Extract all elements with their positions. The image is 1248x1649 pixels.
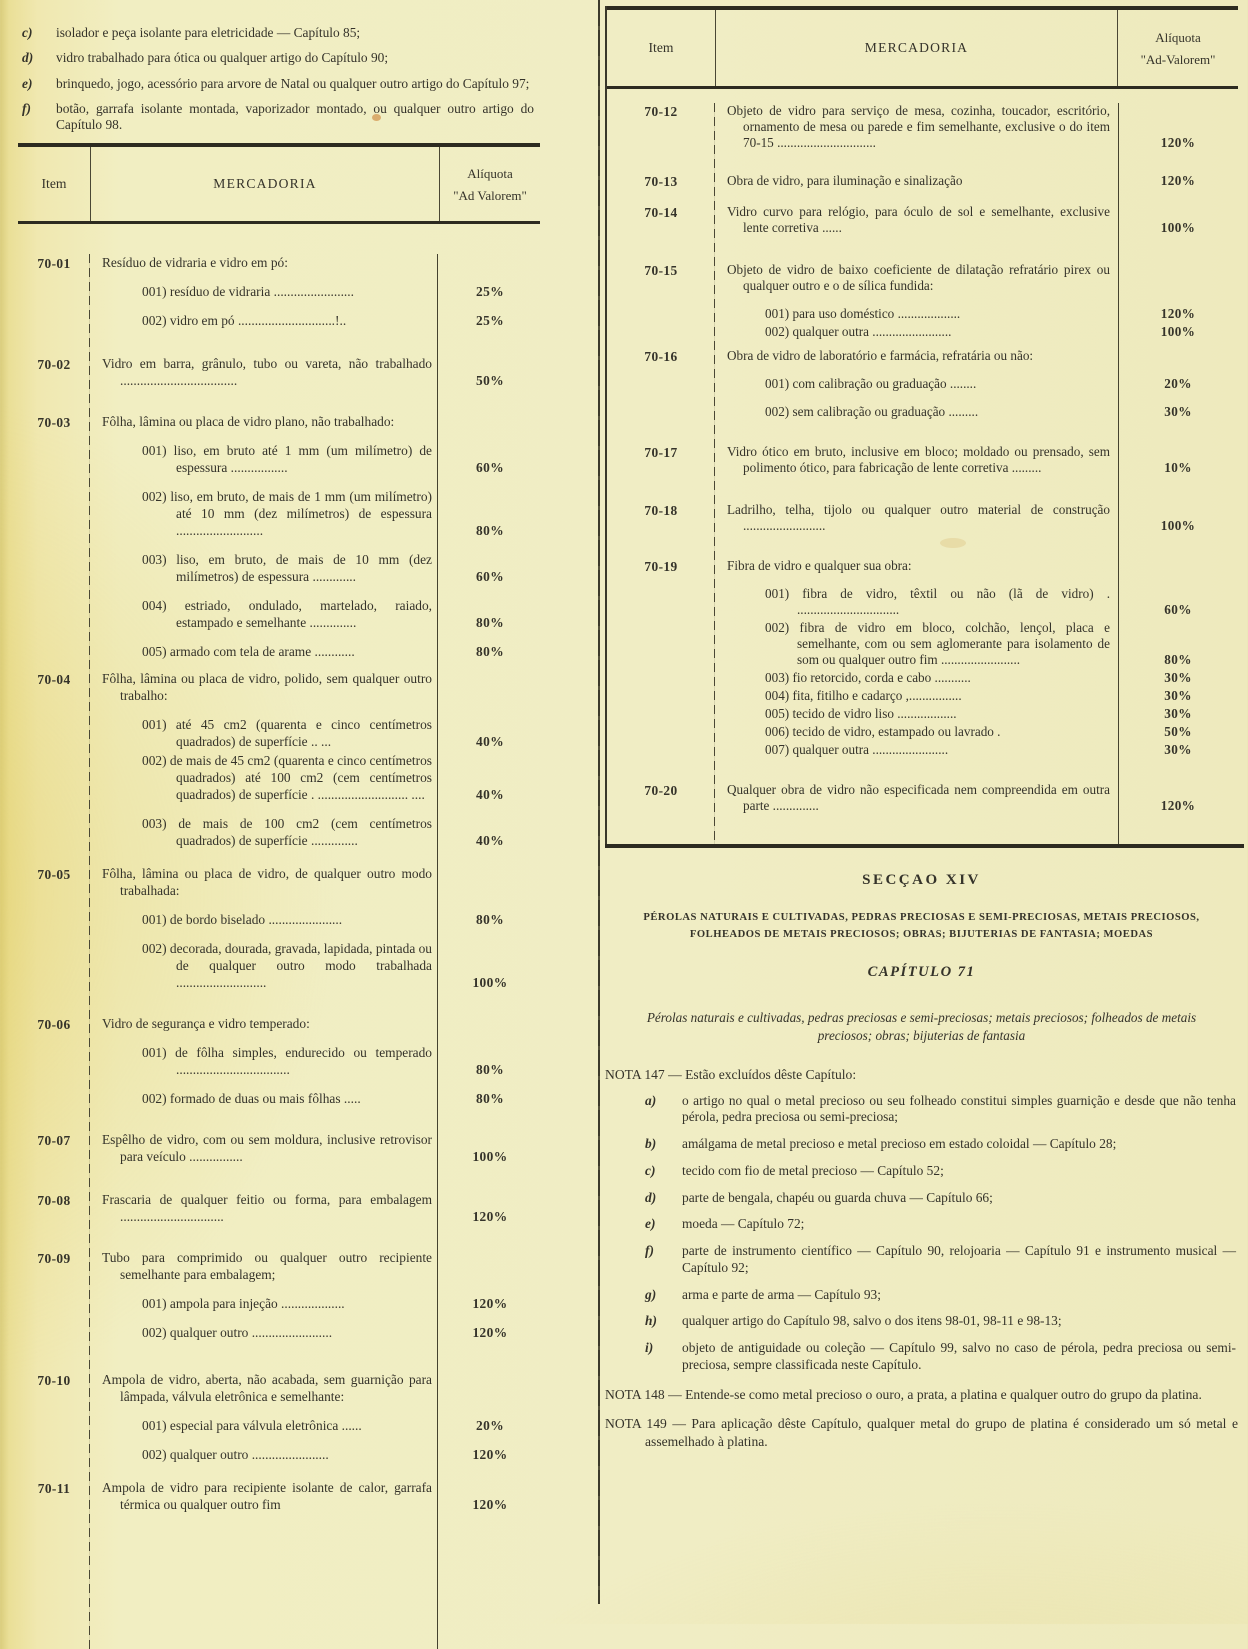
item-code: 70-15 — [644, 263, 678, 278]
header-aliquota-line2: "Ad Valorem" — [453, 187, 527, 203]
tariff-entry — [90, 1417, 540, 1434]
item-entries — [90, 1371, 540, 1463]
note-text: botão, garrafa isolante montada, vaporizador montado, ou qualquer outro artigo do Capítulo 98. — [56, 101, 534, 133]
tariff-entry — [715, 742, 1238, 758]
rate-value: 80% — [476, 1091, 504, 1106]
note-letter: e) — [22, 75, 33, 91]
exclusion-note — [18, 101, 540, 134]
rate-value: 30% — [1164, 688, 1192, 703]
entry-text: Ladrilho, telha, tijolo ou qualquer outro material de construção ......................... — [727, 502, 1110, 533]
entry-text: 004) estriado, ondulado, martelado, raiado, estampado e semelhante .............. — [142, 598, 432, 630]
table-row — [18, 1249, 540, 1341]
exclusion-note — [18, 50, 540, 66]
entry-text: 001) ampola para injeção ................... — [142, 1296, 345, 1311]
nota-147-item — [605, 1243, 1238, 1277]
nota-147-intro: NOTA 147 — Estão excluídos dêste Capítulo: — [605, 1066, 857, 1082]
header-aliquota-line2: "Ad-Valorem" — [1140, 51, 1216, 67]
rate-value: 40% — [476, 734, 504, 749]
item-entries — [715, 204, 1238, 236]
header-item: Item — [18, 147, 91, 221]
entry-text: 004) fita, fitilho e cadarço ,................ — [765, 688, 962, 703]
rate-value: 40% — [476, 833, 504, 848]
tariff-entry — [90, 1249, 540, 1283]
header-mercadoria: MERCADORIA — [716, 10, 1118, 86]
item-entries — [90, 1249, 540, 1341]
nota-149: NOTA 149 — Para aplicação dêste Capítulo, qualquer metal do grupo de platina é considerado um só metal e assemelhado à platina. — [605, 1416, 1238, 1449]
nota-147-item — [605, 1163, 1238, 1180]
entry-text: Vidro em barra, grânulo, tubo ou vareta, não trabalhado ................................... — [102, 356, 432, 388]
tariff-entry — [715, 558, 1238, 574]
right-table-body — [607, 103, 1238, 844]
tariff-entry — [90, 355, 540, 389]
exclusion-note — [18, 76, 540, 92]
item-code: 70-13 — [644, 174, 678, 189]
item-code: 70-18 — [644, 503, 678, 518]
note-letter: i) — [645, 1340, 654, 1356]
tariff-entry — [715, 724, 1238, 740]
section-title: SECÇAO XIV — [862, 872, 981, 888]
tariff-entry — [90, 1044, 540, 1078]
tariff-entry — [90, 312, 540, 329]
table-row — [607, 444, 1238, 476]
rate-value: 25% — [476, 284, 504, 299]
tariff-entry — [715, 306, 1238, 322]
note-letter: c) — [22, 25, 33, 40]
tariff-entry — [90, 1371, 540, 1405]
rate-value: 120% — [472, 1296, 508, 1311]
tariff-entry — [90, 670, 540, 704]
rate-value: 120% — [1160, 173, 1196, 188]
tariff-entry — [90, 1446, 540, 1463]
entry-text: Fibra de vidro e qualquer sua obra: — [727, 558, 912, 573]
chapter-heading: CAPÍTULO 71 — [867, 963, 976, 980]
entry-text: 002) vidro em pó .............................!.. — [142, 313, 347, 328]
item-entries — [715, 103, 1238, 151]
rate-value: 120% — [472, 1497, 508, 1512]
table-row — [18, 670, 540, 849]
entry-text: 005) armado com tela de arame ............ — [142, 644, 355, 659]
note-text: objeto de antiguidade ou coleção — Capítulo 99, salvo no caso de pérola, pedra preciosa ou semi-preciosa, sempre classificada neste Capítulo. — [682, 1340, 1236, 1372]
item-code: 70-02 — [37, 357, 71, 372]
chapter-exclusion-notes — [18, 25, 540, 143]
table-row — [18, 413, 540, 660]
tariff-entry — [90, 643, 540, 660]
table-row — [607, 262, 1238, 340]
item-entries — [715, 558, 1238, 758]
right-table — [605, 6, 1238, 848]
entry-text: 003) liso, em bruto, de mais de 10 mm (dez milímetros) de espessura ............. — [142, 552, 432, 584]
entry-text: Tubo para comprimido ou qualquer outro recipiente semelhante para embalagem; — [102, 1250, 432, 1282]
tariff-entry — [715, 706, 1238, 722]
tariff-entry — [715, 103, 1238, 151]
tariff-entry — [90, 1324, 540, 1341]
entry-text: 001) fibra de vidro, têxtil ou não (lã de vidro) . ............................... — [765, 586, 1110, 617]
entry-text: Obra de vidro de laboratório e farmácia, refratária ou não: — [727, 348, 1034, 363]
tariff-entry — [715, 620, 1238, 668]
tariff-entry — [715, 502, 1238, 534]
tariff-entry — [90, 911, 540, 928]
header-aliquota — [1118, 10, 1238, 86]
right-table-header — [607, 6, 1238, 89]
table-row — [607, 502, 1238, 534]
item-entries — [90, 1479, 540, 1513]
item-entries — [90, 413, 540, 660]
tariff-entry — [90, 597, 540, 631]
rate-value: 120% — [1160, 798, 1196, 813]
tariff-entry — [715, 688, 1238, 704]
header-aliquota — [440, 147, 540, 221]
tariff-entry — [90, 1090, 540, 1107]
entry-text: 001) com calibração ou graduação ........ — [765, 376, 977, 391]
tariff-entry — [90, 1295, 540, 1312]
table-row — [18, 1191, 540, 1225]
item-code: 70-20 — [644, 783, 678, 798]
nota-147-items — [605, 1093, 1238, 1374]
entry-text: 002) qualquer outro ....................... — [142, 1447, 329, 1462]
chapter-description: Pérolas naturais e cultivadas, pedras preciosas e semi-preciosas; metais preciosos; folheados de metais preciosos; obras; bijuterias de fantasia — [646, 1009, 1197, 1043]
rate-value: 20% — [476, 1418, 504, 1433]
item-entries — [90, 1015, 540, 1107]
rate-value: 60% — [1164, 602, 1192, 617]
tariff-entry — [90, 940, 540, 991]
tariff-entry — [90, 815, 540, 849]
entry-text: 002) qualquer outro ........................ — [142, 1325, 333, 1340]
rate-value: 120% — [1160, 135, 1196, 150]
tariff-entry — [90, 1479, 540, 1513]
entry-text: Objeto de vidro de baixo coeficiente de dilatação refratário pirex ou qualquer outro e o de sílica fundida: — [727, 262, 1110, 293]
table-row — [607, 103, 1238, 151]
note-letter: a) — [645, 1092, 657, 1108]
rate-value: 60% — [476, 569, 504, 584]
note-text: isolador e peça isolante para eletricidade — Capítulo 85; — [56, 25, 361, 40]
entry-text: Frascaria de qualquer feitio ou forma, para embalagem ............................... — [102, 1192, 432, 1224]
entry-text: Vidro ótico em bruto, inclusive em bloco; moldado ou prensado, sem polimento ótico, para fabricação de lente corretiva ......... — [727, 444, 1110, 475]
rate-value: 20% — [1164, 376, 1192, 391]
left-column — [18, 16, 540, 1649]
column-divider-rule — [598, 0, 600, 1604]
note-letter: g) — [645, 1286, 657, 1302]
exclusion-note — [18, 25, 540, 41]
item-code: 70-05 — [37, 867, 71, 882]
nota-147-item — [605, 1287, 1238, 1304]
entry-text: 001) especial para válvula eletrônica ...... — [142, 1418, 362, 1433]
entry-text: 001) de fôlha simples, endurecido ou temperado .................................. — [142, 1045, 432, 1077]
tariff-entry — [90, 716, 540, 750]
header-mercadoria: MERCADORIA — [91, 147, 440, 221]
rate-value: 60% — [476, 460, 504, 475]
note-letter: f) — [22, 101, 31, 117]
table-row — [607, 204, 1238, 236]
entry-text: 002) decorada, dourada, gravada, lapidada, pintada ou de qualquer outro modo trabalhada ........................... — [142, 941, 433, 990]
item-code: 70-14 — [644, 205, 678, 220]
rate-value: 120% — [472, 1209, 508, 1224]
rate-value: 30% — [1164, 706, 1192, 721]
nota-147-item — [605, 1136, 1238, 1153]
item-code: 70-16 — [644, 349, 678, 364]
item-entries — [90, 254, 540, 329]
tariff-entry — [715, 376, 1238, 392]
note-letter: h) — [645, 1313, 657, 1329]
item-code: 70-08 — [37, 1193, 71, 1208]
entry-text: 001) de bordo biselado ...................... — [142, 912, 343, 927]
tariff-entry — [90, 865, 540, 899]
note-text: arma e parte de arma — Capítulo 93; — [682, 1286, 881, 1302]
entry-text: 002) liso, em bruto, de mais de 1 mm (um milímetro) até 10 mm (dez milímetros) de espessura .......................... — [142, 489, 432, 538]
left-table-header — [18, 143, 540, 224]
rate-value: 80% — [476, 1062, 504, 1077]
entry-text: 002) de mais de 45 cm2 (quarenta e cinco centímetros quadrados) até 100 cm2 (cem centímetros quadrados) de superfície . ........................... .... — [142, 753, 432, 802]
entry-text: 001) resíduo de vidraria ........................ — [142, 284, 354, 299]
entry-text: 003) fio retorcido, corda e cabo ........... — [765, 670, 971, 685]
item-code: 70-03 — [37, 415, 71, 430]
item-code: 70-17 — [644, 445, 678, 460]
item-entries — [715, 262, 1238, 340]
entry-text: Obra de vidro, para iluminação e sinalização — [727, 173, 963, 188]
rate-value: 80% — [476, 523, 504, 538]
entry-text: Ampola de vidro para recipiente isolante de calor, garrafa térmica ou qualquer outro fim — [102, 1480, 432, 1512]
rate-value: 120% — [1160, 306, 1196, 321]
tariff-entry — [715, 404, 1238, 420]
entry-text: Fôlha, lâmina ou placa de vidro, polido, sem qualquer outro trabalho: — [102, 671, 432, 703]
table-row — [18, 355, 540, 389]
note-letter: d) — [645, 1189, 657, 1205]
rate-value: 100% — [1160, 518, 1196, 533]
table-row — [607, 348, 1238, 420]
table-row — [607, 558, 1238, 758]
nota-147-item — [605, 1313, 1238, 1330]
left-table-body — [18, 254, 540, 1649]
note-text: brinquedo, jogo, acessório para arvore de Natal ou qualquer outro artigo do Capítulo 97; — [56, 75, 530, 91]
note-text: parte de bengala, chapéu ou guarda chuva — Capítulo 66; — [682, 1189, 993, 1205]
header-item: Item — [607, 10, 716, 86]
tariff-entry — [715, 348, 1238, 364]
item-code: 70-12 — [644, 104, 678, 119]
rate-value: 80% — [476, 615, 504, 630]
entry-text: 002) sem calibração ou graduação ......... — [765, 404, 979, 419]
note-letter: d) — [22, 50, 34, 66]
rate-value: 25% — [476, 313, 504, 328]
rate-value: 30% — [1164, 404, 1192, 419]
item-entries — [715, 502, 1238, 534]
tariff-entry — [90, 1191, 540, 1225]
rate-value: 80% — [476, 644, 504, 659]
tariff-entry — [90, 283, 540, 300]
header-aliquota-line1: Alíquota — [1155, 29, 1201, 45]
entry-text: Fôlha, lâmina ou placa de vidro, de qualquer outro modo trabalhada: — [102, 866, 432, 898]
tariff-entry — [90, 752, 540, 803]
entry-text: Espêlho de vidro, com ou sem moldura, inclusive retrovisor para veículo ................ — [102, 1132, 432, 1164]
note-text: amálgama de metal precioso e metal precioso em estado coloidal — Capítulo 28; — [682, 1136, 1117, 1152]
table-bottom-rule — [605, 844, 1244, 848]
item-code: 70-11 — [37, 1481, 71, 1496]
tariff-entry — [715, 586, 1238, 618]
rate-value: 120% — [472, 1325, 508, 1340]
rate-value: 10% — [1164, 460, 1192, 475]
note-letter: b) — [645, 1136, 657, 1152]
item-entries — [715, 173, 1238, 190]
rate-value: 40% — [476, 787, 504, 802]
entry-text: 005) tecido de vidro liso .................. — [765, 706, 957, 721]
item-code: 70-09 — [37, 1251, 71, 1266]
table-row — [18, 1015, 540, 1107]
item-entries — [90, 1131, 540, 1165]
nota-147-item — [605, 1340, 1238, 1374]
tariff-entry — [715, 173, 1238, 189]
item-entries — [90, 355, 540, 389]
item-entries — [90, 865, 540, 991]
item-code: 70-01 — [37, 256, 71, 271]
note-letter: c) — [645, 1162, 656, 1178]
item-entries — [715, 444, 1238, 476]
item-code: 70-07 — [37, 1133, 71, 1148]
note-text: vidro trabalhado para ótica ou qualquer artigo do Capítulo 90; — [56, 50, 389, 66]
entry-text: 002) qualquer outra ........................ — [765, 324, 952, 339]
nota-147-item — [605, 1216, 1238, 1233]
table-row — [607, 782, 1238, 814]
item-entries — [715, 782, 1238, 814]
tariff-entry — [90, 1015, 540, 1032]
table-row — [18, 1371, 540, 1463]
note-text: moeda — Capítulo 72; — [682, 1216, 805, 1232]
rate-value: 80% — [1164, 652, 1192, 667]
tariff-entry — [715, 444, 1238, 476]
rate-value: 50% — [476, 373, 504, 388]
item-code: 70-10 — [37, 1373, 71, 1388]
rate-value: 30% — [1164, 670, 1192, 685]
entry-text: Objeto de vidro para serviço de mesa, cozinha, toucador, escritório, ornamento de mesa ou parede e fim semelhante, exclusive o do item 70-15 .............................. — [727, 103, 1110, 150]
section-subtitle: PÉROLAS NATURAIS E CULTIVADAS, PEDRAS PRECIOSAS E SEMI-PRECIOSAS, METAIS PRECIOSOS, FOLHEADOS DE METAIS PRECIOSOS; OBRAS; BIJUTERIAS DE FANTASIA; MOEDAS — [643, 912, 1200, 941]
note-letter: f) — [645, 1243, 654, 1259]
table-row — [18, 254, 540, 329]
rate-value: 100% — [472, 975, 508, 990]
rate-value: 100% — [1160, 324, 1196, 339]
entry-text: 007) qualquer outra ....................... — [765, 742, 949, 757]
nota-147-item — [605, 1093, 1238, 1127]
rate-value: 80% — [476, 912, 504, 927]
tariff-entry — [715, 670, 1238, 686]
entry-text: 001) liso, em bruto até 1 mm (um milímetro) de espessura ................. — [142, 443, 432, 475]
note-letter: e) — [645, 1216, 656, 1232]
nota-148: NOTA 148 — Entende-se como metal precioso o ouro, a prata, a platina e qualquer outro do grupo da platina. — [605, 1386, 1202, 1402]
rate-value: 50% — [1164, 724, 1192, 739]
tariff-entry — [715, 262, 1238, 294]
table-row — [18, 865, 540, 991]
tariff-entry — [715, 324, 1238, 340]
item-entries — [90, 1191, 540, 1225]
item-code: 70-04 — [37, 672, 71, 687]
tariff-entry — [90, 254, 540, 271]
item-entries — [90, 670, 540, 849]
note-text: parte de instrumento científico — Capítulo 90, relojoaria — Capítulo 91 e instrumento musical — Capítulo 92; — [682, 1243, 1236, 1275]
item-entries — [715, 348, 1238, 420]
tariff-entry — [715, 782, 1238, 814]
rate-value: 120% — [472, 1447, 508, 1462]
entry-text: Qualquer obra de vidro não especificada nem compreendida em outra parte .............. — [727, 782, 1110, 813]
item-code: 70-06 — [37, 1017, 71, 1032]
right-column — [605, 6, 1238, 1451]
tariff-entry — [90, 1131, 540, 1165]
entry-text: 003) de mais de 100 cm2 (cem centímetros quadrados) de superfície .............. — [142, 816, 432, 848]
note-text: o artigo no qual o metal precioso ou seu folheado constitui simples guarnição e desde que não tenha pérola, pedra preciosa ou semi-preciosa; — [682, 1092, 1236, 1125]
note-text: qualquer artigo do Capítulo 98, salvo o dos itens 98-01, 98-11 e 98-13; — [682, 1313, 1062, 1329]
table-row — [18, 1131, 540, 1165]
entry-text: Vidro de segurança e vidro temperado: — [102, 1016, 310, 1031]
tariff-entry — [90, 488, 540, 539]
entry-text: 006) tecido de vidro, estampado ou lavrado . — [765, 724, 1001, 739]
entry-text: Vidro curvo para relógio, para óculo de sol e semelhante, exclusive lente corretiva ...... — [727, 204, 1110, 235]
rate-value: 100% — [1160, 220, 1196, 235]
entry-text: 002) formado de duas ou mais fôlhas ..... — [142, 1091, 361, 1106]
table-row — [18, 1479, 540, 1513]
tariff-entry — [715, 204, 1238, 236]
table-row — [607, 173, 1238, 190]
rate-value: 30% — [1164, 742, 1192, 757]
item-code: 70-19 — [644, 559, 678, 574]
entry-text: 002) fibra de vidro em bloco, colchão, lençol, placa e semelhante, com ou sem aglomerante para isolamento de som ou qualquer outro fim ........................ — [765, 620, 1110, 667]
entry-text: 001) até 45 cm2 (quarenta e cinco centímetros quadrados) de superfície .. ... — [142, 717, 432, 749]
entry-text: Fôlha, lâmina ou placa de vidro plano, não trabalhado: — [102, 414, 395, 429]
entry-text: Resíduo de vidraria e vidro em pó: — [102, 255, 288, 270]
tariff-entry — [90, 413, 540, 430]
note-text: tecido com fio de metal precioso — Capítulo 52; — [682, 1162, 944, 1178]
tariff-entry — [90, 551, 540, 585]
nota-147-item — [605, 1190, 1238, 1207]
rate-value: 100% — [472, 1149, 508, 1164]
entry-text: Ampola de vidro, aberta, não acabada, sem guarnição para lâmpada, válvula eletrônica e semelhante: — [102, 1372, 432, 1404]
entry-text: 001) para uso doméstico ................... — [765, 306, 961, 321]
header-aliquota-line1: Alíquota — [467, 165, 513, 181]
tariff-entry — [90, 442, 540, 476]
